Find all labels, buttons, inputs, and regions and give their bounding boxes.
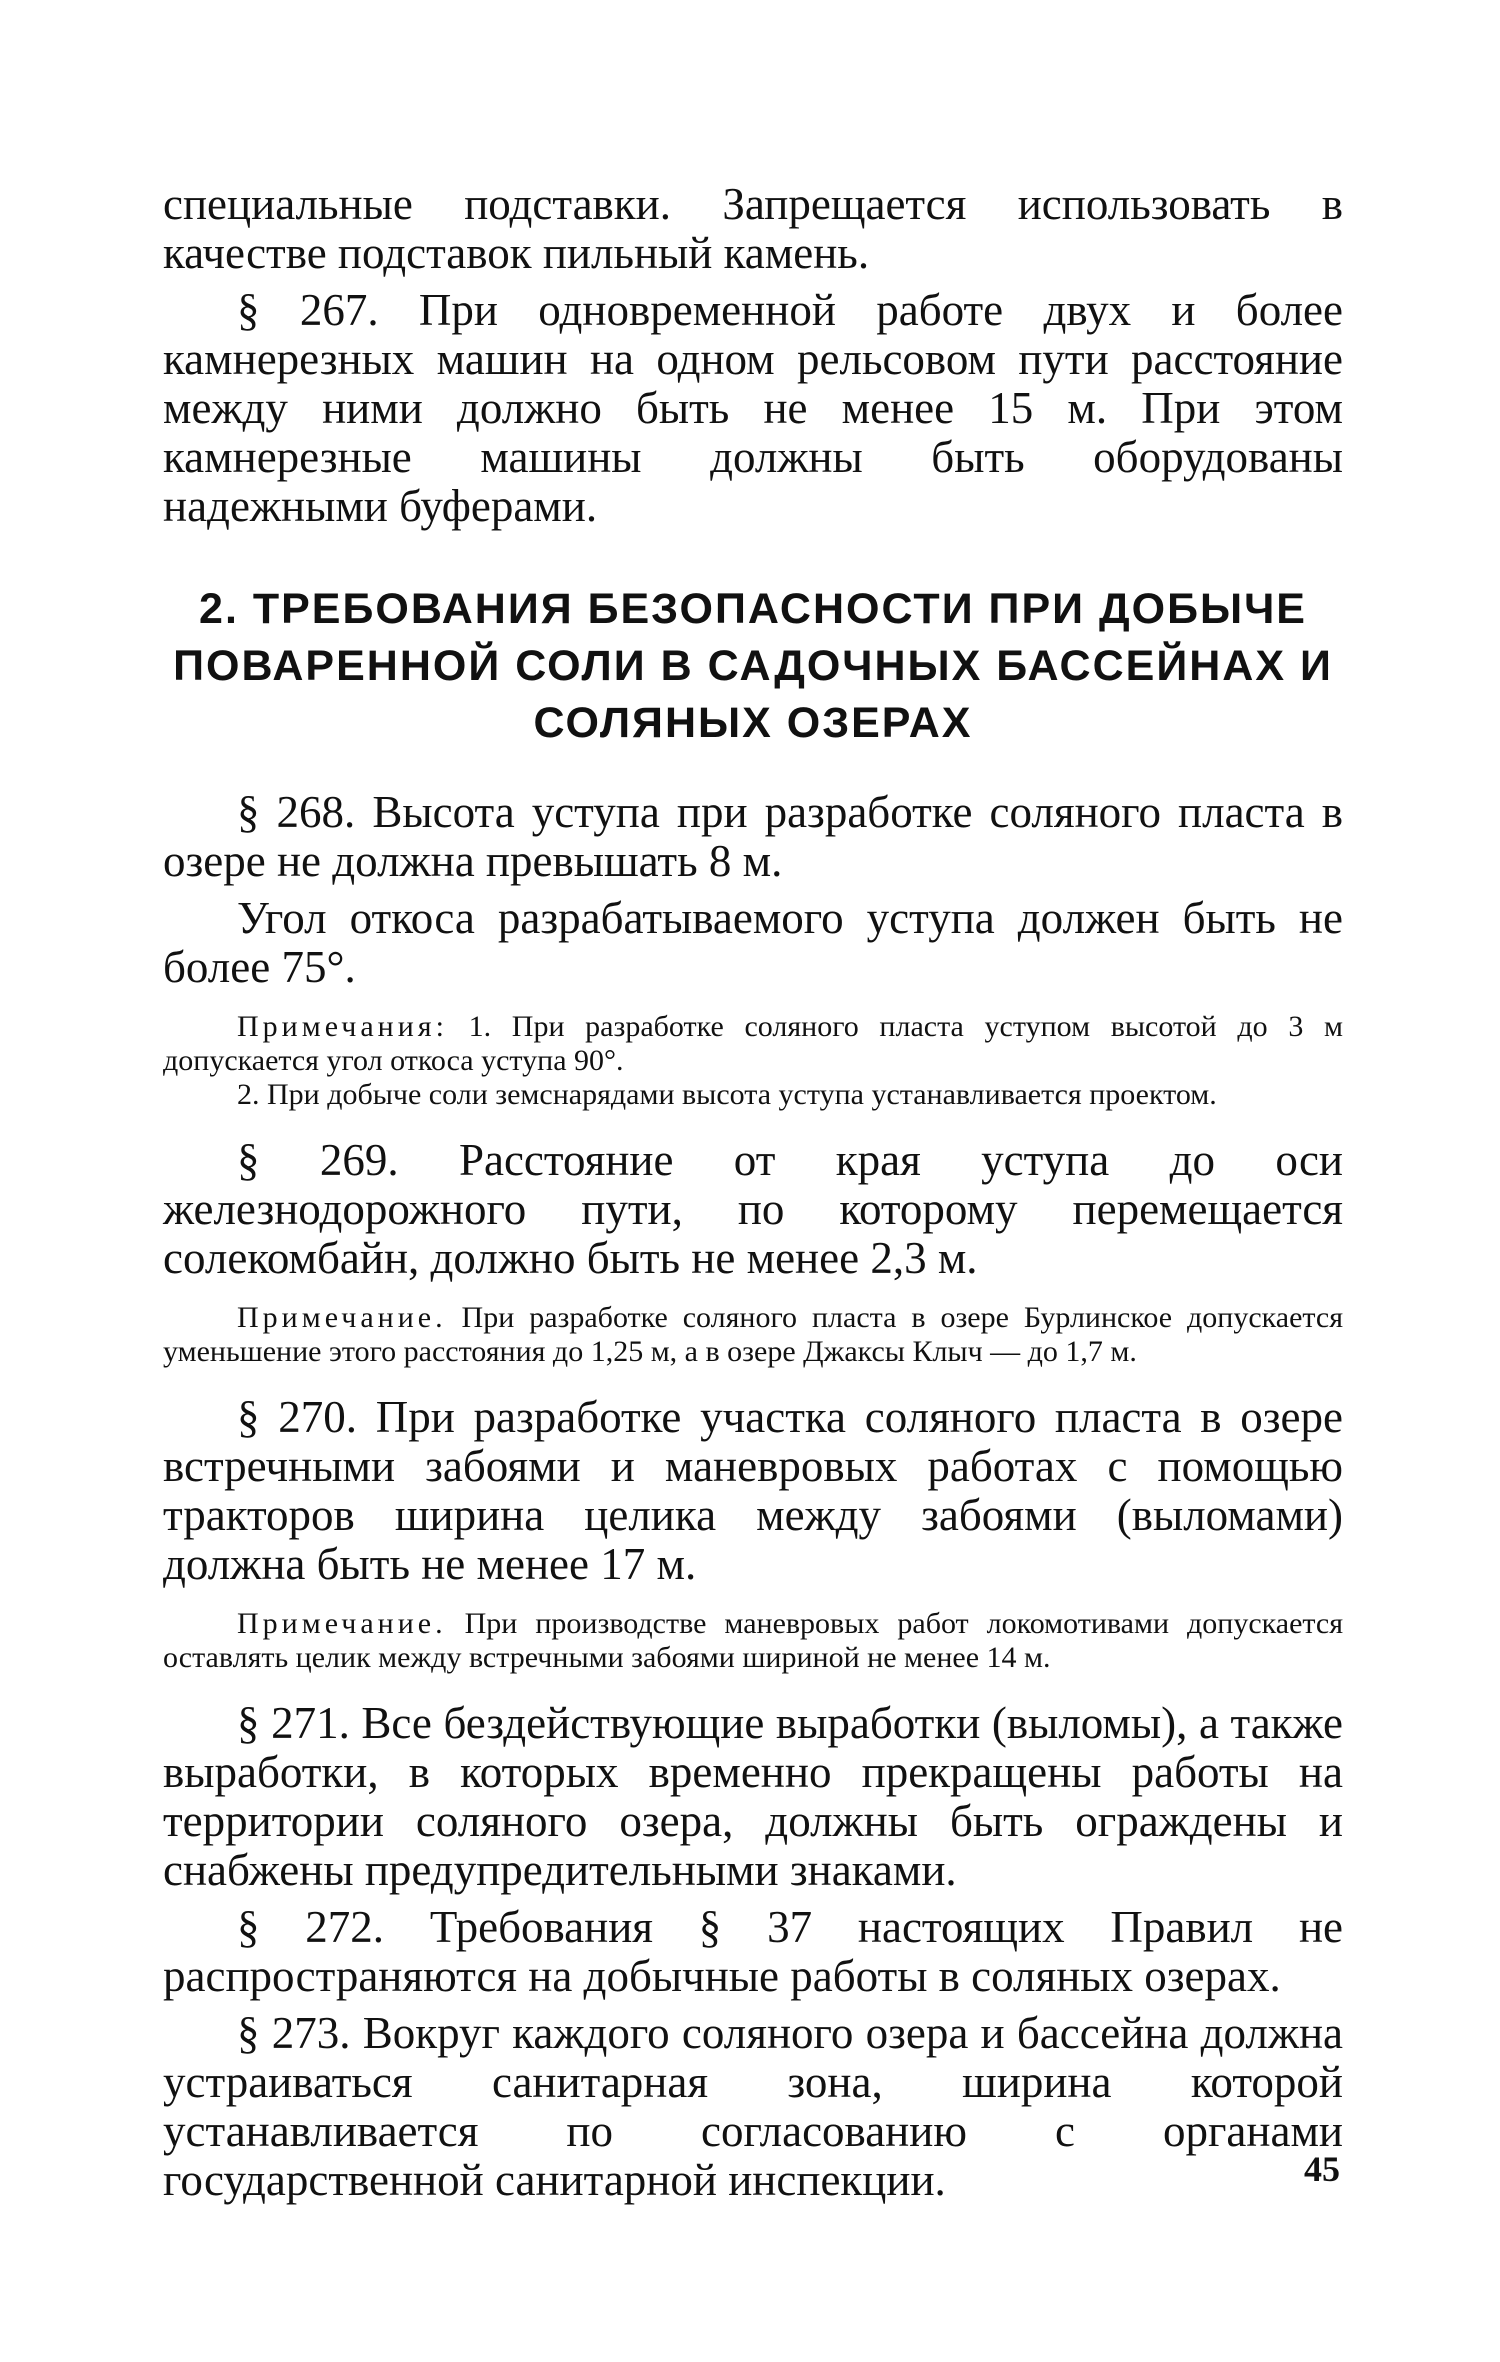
note-269 xyxy=(163,1301,1343,1369)
section-heading: 2. ТРЕБОВАНИЯ БЕЗОПАСНОСТИ ПРИ ДОБЫЧЕ ПОВАРЕННОЙ СОЛИ В САДОЧНЫХ БАССЕЙНАХ И СОЛЯНЫХ ОЗЕРАХ xyxy=(173,585,1333,747)
note-269-body xyxy=(163,1301,1343,1369)
note-270 xyxy=(163,1607,1343,1675)
note-268-item-1 xyxy=(163,1010,1343,1078)
paragraph-268: § 268. Высота уступа при разработке соляного пласта в озере не должна превышать 8 м. xyxy=(163,787,1343,886)
note-268 xyxy=(163,1010,1343,1112)
note-text: 1. При разработке соляного пласта уступом высотой до 3 м допускается угол откоса уступа 90°. xyxy=(163,1010,1344,1077)
note-text: При разработке соляного пласта в озере Бурлинское допускается уменьшение этого расстояния до 1,25 м, а в озере Джаксы Клыч — до 1,7 м. xyxy=(163,1301,1343,1368)
page-number: 45 xyxy=(1304,2149,1340,2189)
note-text: При производстве маневровых работ локомотивами допускается оставлять целик между встречными забоями шириной не менее 14 м. xyxy=(163,1607,1343,1674)
note-label: Примечания: xyxy=(237,1010,448,1043)
paragraph-273: § 273. Вокруг каждого соляного озера и бассейна должна устраиваться санитарная зона, ширина которой устанавливается по согласованию с органами государственной санитарной инспекции. xyxy=(163,2008,1343,2205)
paragraph-272: § 272. Требования § 37 настоящих Правил не распространяются на добычные работы в соляных озерах. xyxy=(163,1902,1343,2001)
note-270-body xyxy=(163,1607,1343,1675)
page-content xyxy=(163,180,1343,2205)
note-label: Примечание. xyxy=(237,1607,447,1640)
paragraph-continuation: специальные подставки. Запрещается использовать в качестве подставок пильный камень. xyxy=(163,179,1343,278)
note-268-item-2: 2. При добыче соли земснарядами высота уступа устанавливается проектом. xyxy=(237,1078,1217,1111)
paragraph-267: § 267. При одновременной работе двух и более камнерезных машин на одном рельсовом пути расстояние между ними должно быть не менее 15 м. При этом камнерезные машины должны быть оборудованы надежными буферами. xyxy=(163,285,1343,531)
paragraph-269: § 269. Расстояние от края уступа до оси железнодорожного пути, по которому перемещается солекомбайн, должно быть не менее 2,3 м. xyxy=(163,1135,1343,1283)
paragraph-268b: Угол откоса разрабатываемого уступа должен быть не более 75°. xyxy=(163,893,1343,992)
paragraph-270: § 270. При разработке участка соляного пласта в озере встречными забоями и маневровых работах с помощью тракторов ширина целика между забоями (выломами) должна быть не менее 17 м. xyxy=(163,1392,1343,1589)
paragraph-271: § 271. Все бездействующие выработки (выломы), а также выработки, в которых временно прекращены работы на территории соляного озера, должны быть ограждены и снабжены предупредительными знаками. xyxy=(163,1698,1343,1895)
note-label: Примечание. xyxy=(237,1301,447,1334)
